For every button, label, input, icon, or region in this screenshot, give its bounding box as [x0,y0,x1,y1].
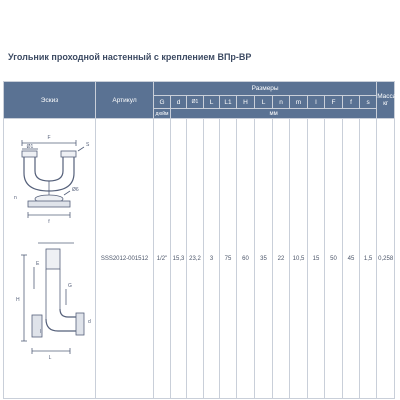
sketch-label-f: f [48,219,50,225]
page-title: Угольник проходной настенный с креплением ВПр-ВР [8,52,252,62]
header-col-m: m [290,96,308,109]
header-col-g: G [154,96,171,109]
header-col-d1: Ø1 [187,96,204,109]
sketch-label-G: G [68,283,72,289]
row-f: 45 [343,119,360,399]
header-col-l: L [204,96,220,109]
header-col-l1: L1 [220,96,237,109]
row-mass: 0,258 [377,119,395,399]
header-article: Артикул [96,82,154,119]
row-article: SSS2012-001512 [96,119,154,399]
header-sketch: Эскиз [4,82,96,119]
row-h: 60 [237,119,255,399]
sketch-label-n: n [14,195,17,201]
sketch-label-d6: Ø6 [72,187,79,193]
header-col-s: s [360,96,377,109]
sketch-label-L: L [48,355,52,361]
sketch-label-d: d [88,319,91,325]
row-i: 15 [308,119,325,399]
row-l: 3 [204,119,220,399]
row-l1: 75 [220,119,237,399]
header-mass: Масса, кг [377,82,395,119]
header-unit-inch: дюйм [154,109,171,119]
row-g: 1/2" [154,119,171,399]
row-d: 15,3 [171,119,187,399]
header-col-f-upper: F [325,96,343,109]
fitting-sketch [4,119,96,393]
header-col-i: l [308,96,325,109]
row-f-upper: 50 [325,119,343,399]
sketch-label-d1: Ø1 [26,144,34,150]
sketch-label-H: H [16,297,20,303]
row-l2: 35 [255,119,273,399]
header-col-h: H [237,96,255,109]
header-col-n: n [273,96,290,109]
header-col-l2: L [255,96,273,109]
header-col-d: d [171,96,187,109]
row-m: 10,5 [290,119,308,399]
row-n: 22 [273,119,290,399]
row-d1: 23,2 [187,119,204,399]
sketch-label-F: F [47,135,51,141]
header-unit-mm: мм [171,109,377,119]
header-col-f: f [343,96,360,109]
header-sizes: Размеры [154,82,377,96]
sketch-label-s: S [86,142,90,148]
row-s: 1,5 [360,119,377,399]
spec-table [3,81,399,399]
sketch-label-E: E [36,261,40,267]
sketch-cell [4,119,96,399]
sketch-label-l: l [40,329,42,335]
